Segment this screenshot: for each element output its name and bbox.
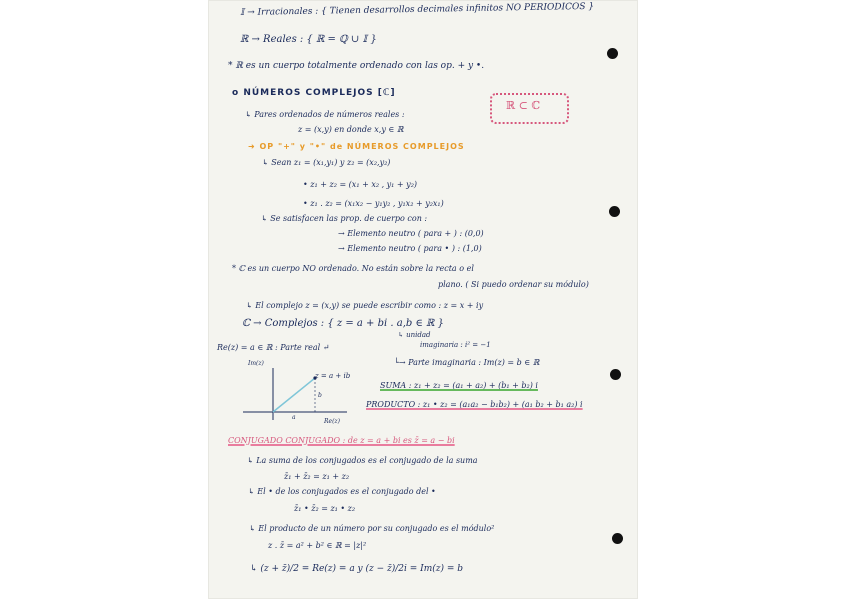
line-irracionales: 𝕀 → Irracionales : { Tienen desarrollos decimales infinitos NO PERIODICOS } [240,1,595,18]
graph-point-label: z = a + ib [315,372,351,380]
line-sean: ↳ Sean z₁ = (x₁,y₁) y z₂ = (x₂,y₂) [262,158,391,167]
graph-ylabel: Im(z) [248,360,264,367]
line-suma: SUMA : z₁ + z₂ = (a₁ + a₂) + (b₁ + b₂) i [380,381,538,390]
heading-numeros-complejos: o NÚMEROS COMPLEJOS [ℂ] [232,88,396,98]
line-propiedades: ↳ Se satisfacen las prop. de cuerpo con : [261,214,428,223]
line-producto-conjugados-formula: z̄₁ • z̄₂ = z₁ • z₂ [294,504,356,513]
line-suma-conjugados: ↳ La suma de los conjugados es el conjugado de la suma [247,456,478,465]
line-suma-conjugados-formula: z̄₁ + z̄₂ = z₁ + z₂ [284,472,350,481]
heading-operaciones: ➜ OP "+" y "•" de NÚMEROS COMPLEJOS [248,142,465,151]
line-unidad: ↳ unidad [398,331,431,339]
line-producto: PRODUCTO : z₁ • z₂ = (a₁a₂ − b₁b₂) + (a₁ b₂ + b₁ a₂) i [366,400,583,409]
binder-hole [610,369,621,380]
graph-a-label: a [292,414,296,421]
binder-hole [607,48,618,59]
graph-xlabel: Re(z) [324,418,340,425]
line-complejos-def: ℂ → Complejos : { z = a + bi . a,b ∈ ℝ } [242,318,444,329]
line-pares-ordenados: ↳ Pares ordenados de números reales : [245,110,405,119]
line-neutro-suma: → Elemento neutro ( para + ) : (0,0) [338,229,484,238]
graph-b-label: b [318,392,322,399]
binder-hole [612,533,623,544]
line-plano: plano. ( Si puedo ordenar su módulo) [438,280,589,289]
line-conjugado: CONJUGADO CONJUGADO : de z = a + bi es z̄ = a − bi [228,436,455,445]
line-producto-def: • z₁ . z₂ = (x₁x₂ − y₁y₂ , y₁x₂ + y₂x₁) [303,199,444,208]
line-reales: ℝ → Reales : { ℝ = ℚ ∪ 𝕀 } [240,34,377,45]
line-modulo-formula: z . z̄ = a² + b² ∈ ℝ = |z|² [268,541,367,550]
line-suma-def: • z₁ + z₂ = (x₁ + x₂ , y₁ + y₂) [303,180,418,189]
line-neutro-producto: → Elemento neutro ( para • ) : (1,0) [338,244,482,253]
line-parte-imaginaria: └→ Parte imaginaria : Im(z) = b ∈ ℝ [394,358,540,367]
line-modulo: ↳ El producto de un número por su conjugado es el módulo² [249,524,495,533]
line-z-xy: z = (x,y) en donde x,y ∈ ℝ [298,125,404,134]
line-cuerpo-ordenado: * ℝ es un cuerpo totalmente ordenado con las op. + y •. [228,61,485,71]
line-producto-conjugados: ↳ El • de los conjugados es el conjugado del • [248,487,436,496]
line-parte-real: Re(z) = a ∈ ℝ : Parte real ↵ [217,343,330,352]
line-re-im-formula: ↳ (z + z̄)/2 = Re(z) = a y (z − z̄)/2i = Im(z) = b [250,564,464,574]
line-forma-binomica: ↳ El complejo z = (x,y) se puede escribir como : z = x + iy [246,301,484,310]
line-imaginaria: imaginaria : i² = −1 [420,341,491,349]
subset-text: ℝ ⊂ ℂ [506,99,541,112]
vector-line [273,378,315,412]
binder-hole [609,206,620,217]
line-no-ordenado: * ℂ es un cuerpo NO ordenado. No están sobre la recta o el [232,264,474,273]
